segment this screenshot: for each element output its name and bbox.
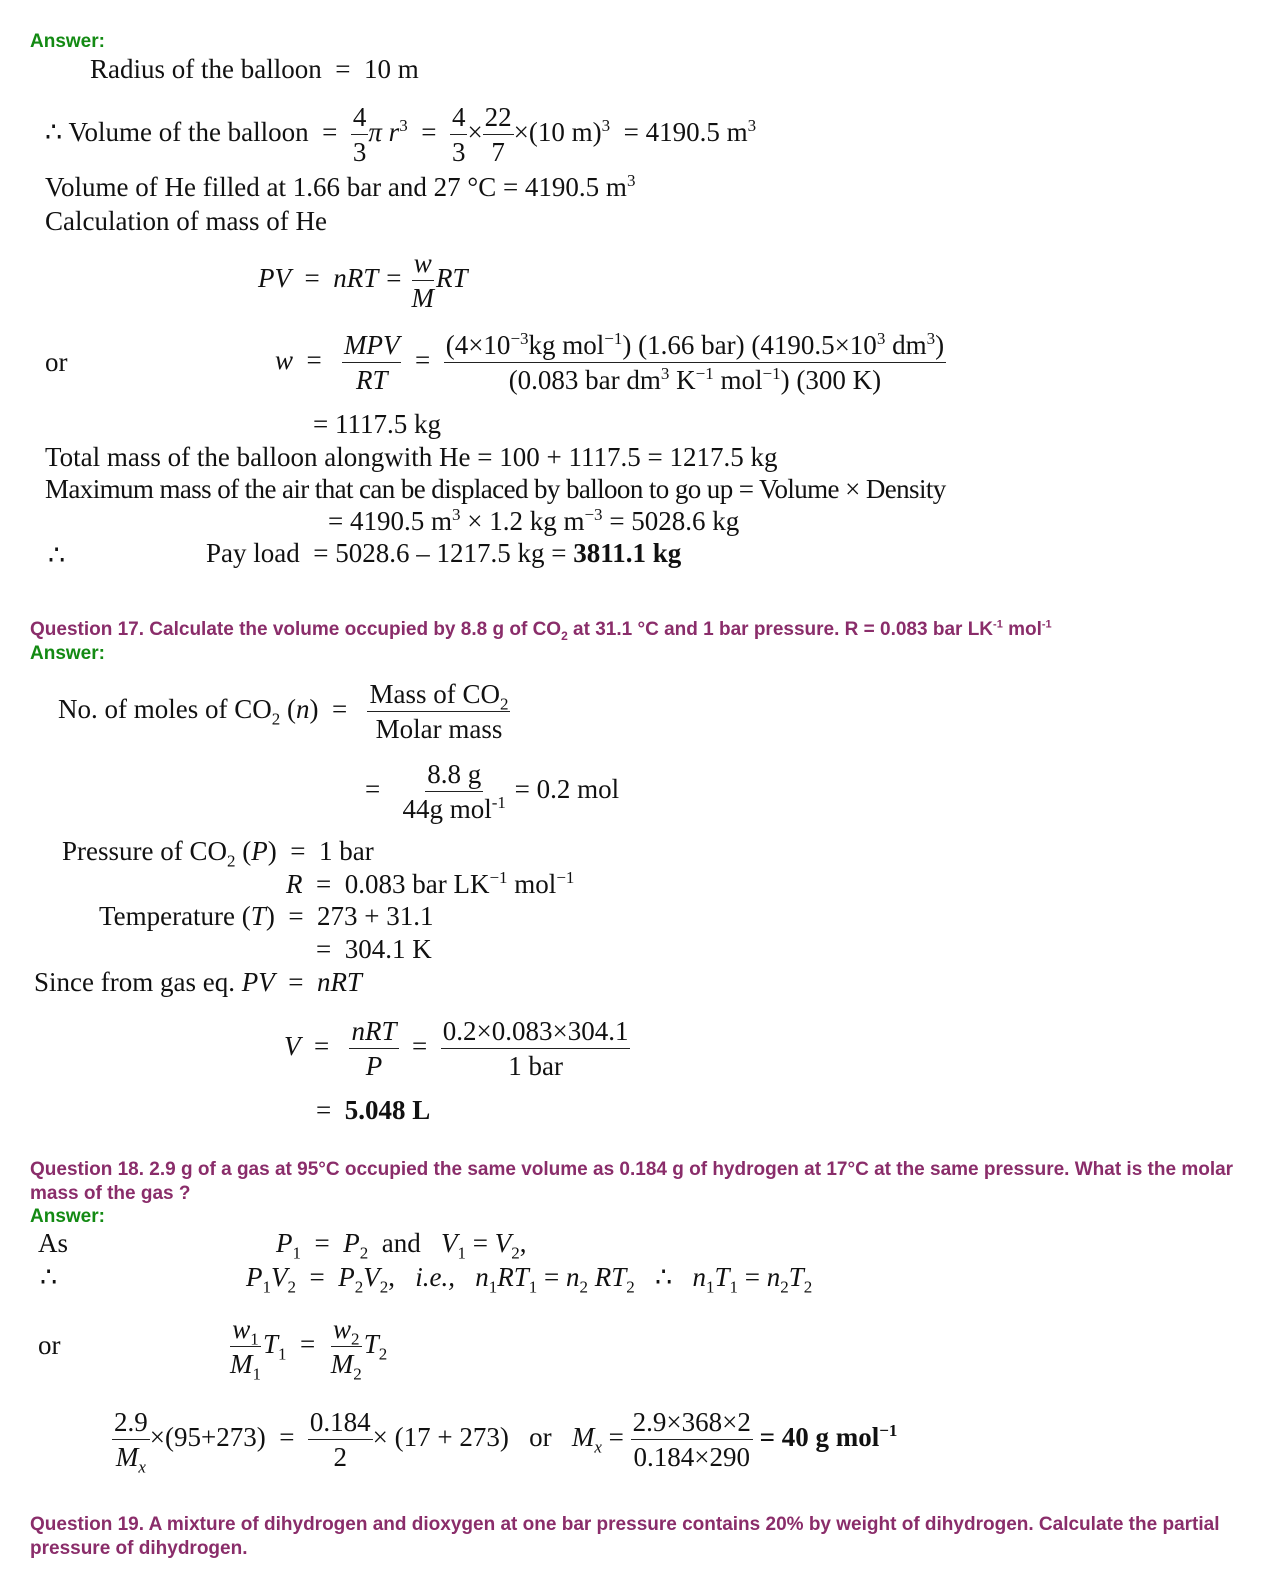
volume-calculation-fraction: $\frac{0.2\times 0.083\times 304.1}{\text{1 bar}}$ <box>442 1016 629 1082</box>
molar-mass-calculation-line: $\frac{2.9}{M_x}$ ×(95+273) = $\frac{0.184}{2}$ × (17 + 273) or $M_x$ = $\frac{2.9\times 368\times 2}{0.184\times 290}$ = 40 g mol$^{-1}$ <box>114 1407 898 1477</box>
ideal-gas-line: PV = nRT = $\frac{w}{M}$ RT <box>258 248 468 314</box>
r-constant-line: R = 0.083 bar $LK^{-1}$ mol$^{-1}$ <box>286 868 575 899</box>
as-label: As <box>38 1228 69 1258</box>
max-mass-line: Maximum mass of the air that can be displaced by balloon to go up = Volume × Density <box>45 474 946 504</box>
molar-mass-fraction: $\frac{2.9\times 368\times 2}{0.184\times 290}$ <box>632 1407 751 1473</box>
displaced-mass-line: = 4190.5 $m^3 \times 1.2$ kg $m^{-3} = 5028.6$ kg <box>328 505 740 536</box>
mass-he-result: = 1117.5 kg <box>313 409 441 439</box>
pressure-line: Pressure of $CO_2$ (P) = 1 bar <box>62 836 374 871</box>
volume-balloon-line: ∴ Volume of the balloon = $\frac{4}{3}$ π $r^3$ = $\frac{4}{3}$ × $\frac{22}{7}$ ×(10 m)$^3$ = 4190.5 $m^3$ <box>45 102 757 168</box>
radius-line: Radius of the balloon = 10 m <box>90 54 419 84</box>
question-17: Question 17. Calculate the volume occupied by 8.8 g of $CO_2$ at 31.1 °C and 1 bar pressure. R = 0.083 bar $LK^{-1}$ mol$^{-1}$ <box>30 618 1052 643</box>
answer-label-18: Answer: <box>30 1206 105 1227</box>
payload-line: Pay load = 5028.6 – 1217.5 kg = 3811.1 kg <box>206 538 682 568</box>
or-label-18: or <box>38 1330 61 1360</box>
or-label: or <box>45 347 68 377</box>
molar-mass-result: = 40 g mol <box>759 1422 880 1452</box>
w-over-m-fraction: $\frac{w}{M}$ <box>411 248 434 314</box>
mass-over-molar-mass-fraction: $\frac{Mass of CO_2}{\text{Molar mass}}$ <box>369 679 509 745</box>
temperature-result-line: = 304.1 K <box>316 934 432 964</box>
moles-line: No. of moles of $CO_2$ (n) = $\frac{Mass of CO_2}{\text{Molar mass}}$ <box>58 679 509 745</box>
hydrogen-mass-fraction: $\frac{0.184}{2}$ <box>309 1407 371 1473</box>
mass-over-molar-fraction: $\frac{8.8 g}{44g mol^{-1}}$ <box>402 759 506 825</box>
w2-over-m2-fraction: $\frac{w_2}{M_2}$ <box>330 1314 362 1384</box>
temperature-line: Temperature (T) = 273 + 31.1 <box>99 901 434 931</box>
four-thirds-fraction-2: $\frac{4}{3}$ <box>451 102 466 168</box>
answer-label-17: Answer: <box>30 643 105 664</box>
pv-relation-line: $P_1V_2 = P_2V_2$, i.e., $n_1RT_1 = n_2$ $RT_2$ ∴ $n_1T_1 = n_2T_2$ <box>246 1262 813 1297</box>
pressure-volume-equal-line: $P_1 = P_2$ and $V_1 = V_2$, <box>276 1228 527 1263</box>
question-19: Question 19. A mixture of dihydrogen and dioxygen at one bar pressure contains 20% by weight of dihydrogen. Calculate the partial pressure of dihydrogen. <box>30 1514 1220 1559</box>
four-thirds-fraction: $\frac{4}{3}$ <box>352 102 367 168</box>
question-18: Question 18. 2.9 g of a gas at 95°C occupied the same volume as 0.184 g of hydrogen at 17°C at the same pressure. What is the molar mass of the gas ? <box>30 1159 1234 1204</box>
w1-over-m1-fraction: $\frac{w_1}{M_1}$ <box>230 1314 261 1384</box>
mass-temp-relation-line: $\frac{w_1}{M_1}$ $T_1$ = $\frac{w_2}{M_2}$ $T_2$ <box>230 1314 388 1384</box>
w-formula-line: w = $\frac{\text{MPV}}{RT}$ = $\frac{(4\times 10^{-3}kg mol^{-1}) (1.66 bar) (4190.5\times 10^3 dm^3)}{(0.083 bar dm^3 K^{-1} mol^{-1}) (300 K)}$ <box>275 329 945 396</box>
gas-equation-line: Since from gas eq. PV = nRT <box>34 967 362 997</box>
twentytwo-sevenths-fraction: $\frac{22}{7}$ <box>484 102 512 168</box>
he-volume-line: Volume of He filled at 1.66 bar and 27 °C = 4190.5 $m^3$ <box>45 171 636 202</box>
volume-formula-line: V = $\frac{\text{nRT}}{P}$ = $\frac{0.2\times 0.083\times 304.1}{\text{1 bar}}$ <box>284 1016 629 1082</box>
mpv-over-rt-fraction: $\frac{\text{MPV}}{RT}$ <box>344 330 400 396</box>
mass-calculation-fraction: $\frac{(4\times 10^{-3}kg mol^{-1}) (1.66 bar) (4190.5\times 10^3 dm^3)}{(0.083 bar dm^3 K^{-1} mol^{-1}) (300 K)}$ <box>445 329 945 396</box>
answer-label: Answer: <box>30 31 105 52</box>
therefore-symbol: ∴ <box>48 540 66 570</box>
mass-over-mx-fraction: $\frac{2.9}{M_x}$ <box>114 1407 148 1477</box>
calc-mass-heading: Calculation of mass of He <box>45 206 327 236</box>
total-mass-line: Total mass of the balloon alongwith He = 100 + 1117.5 = 1217.5 kg <box>45 442 778 472</box>
therefore-symbol-18: ∴ <box>40 1262 58 1292</box>
volume-result-line: = 5.048 L <box>316 1095 431 1125</box>
volume-answer: 5.048 L <box>344 1095 431 1125</box>
moles-calculation-line: = $\frac{8.8 g}{44g mol^{-1}}$ = 0.2 mol <box>365 759 620 825</box>
payload-result: 3811.1 kg <box>573 538 682 568</box>
nrt-over-p-fraction: $\frac{\text{nRT}}{P}$ <box>351 1016 397 1082</box>
